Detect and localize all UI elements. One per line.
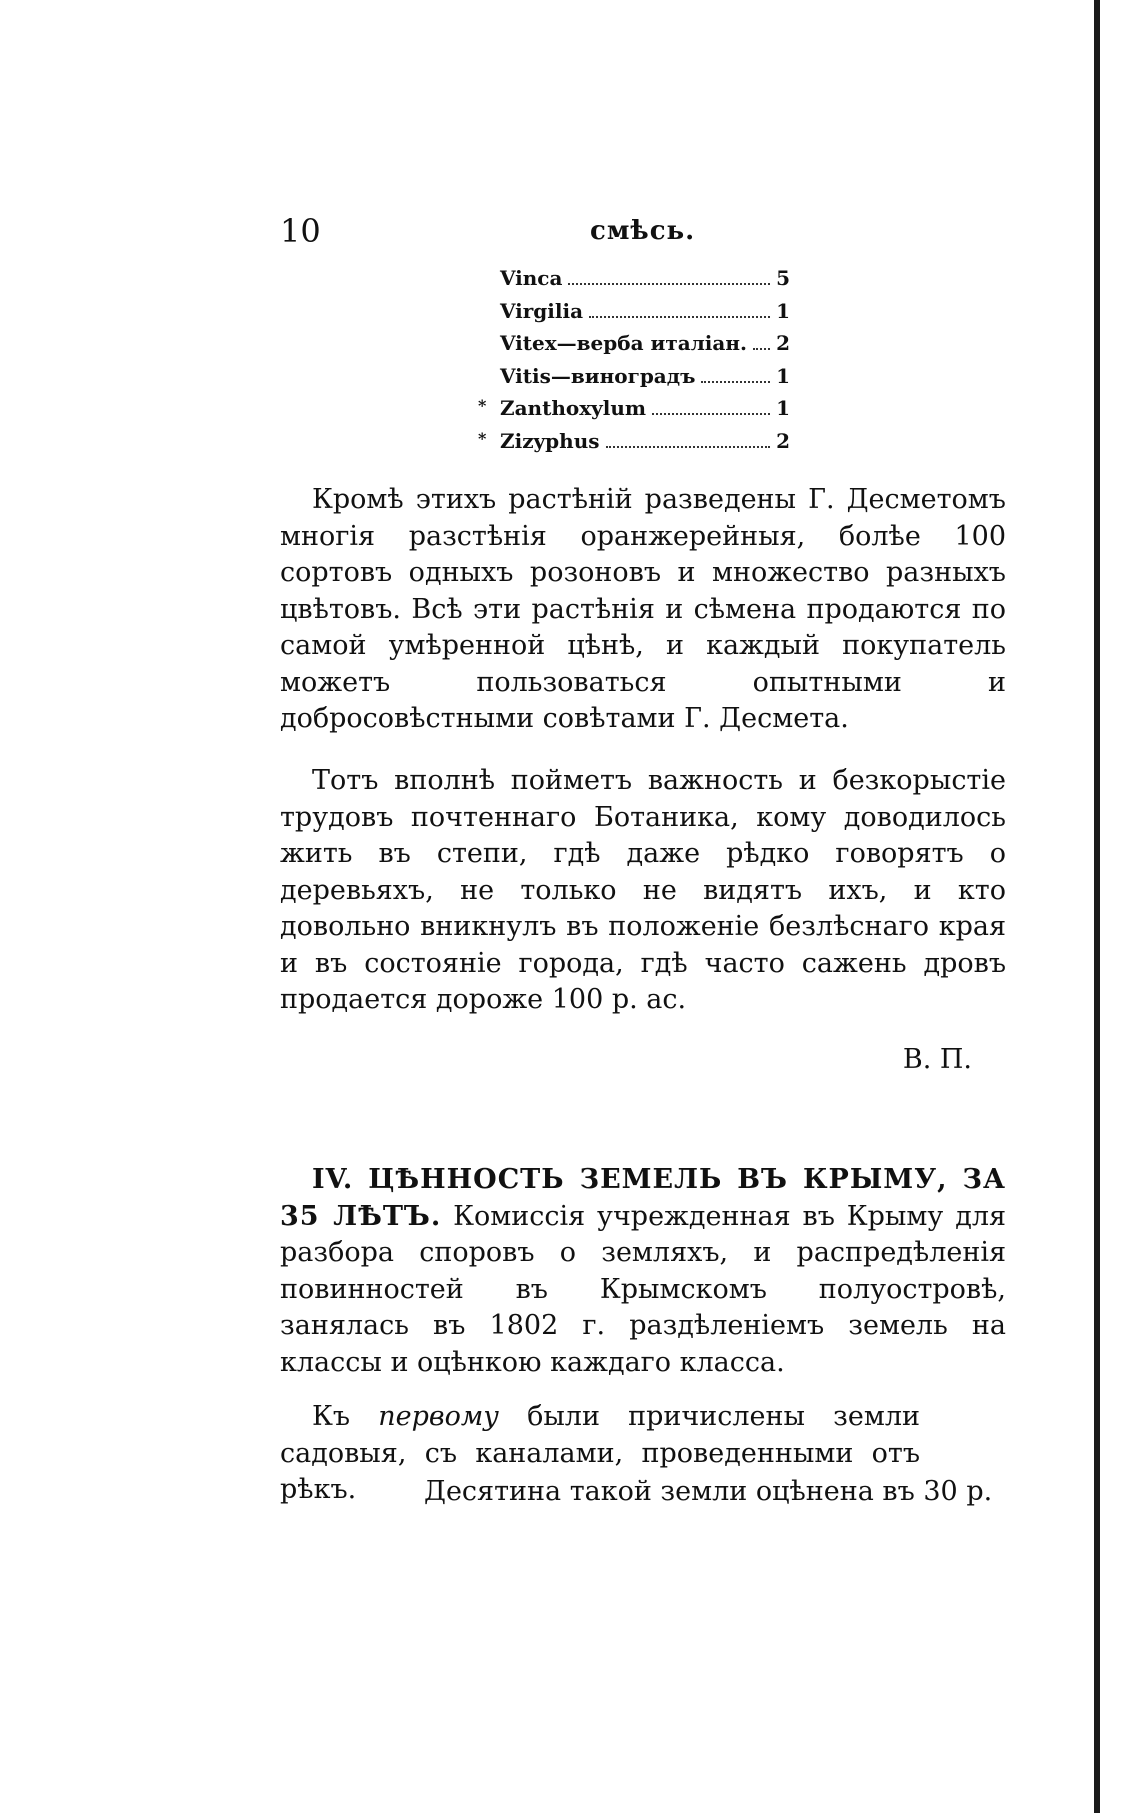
plant-count: 5 [776,266,790,291]
paragraph-desmet-plants [280,482,1006,738]
plant-count: 2 [776,428,790,453]
section-body: Комиссія учрежденная въ Крыму для разбора споровъ о земляхъ, и распредѣленія повинностей въ Крымскомъ полуостровѣ, занялась въ 1802 г. раздѣленіемъ земель на классы и оцѣнкою каждаго класса. [280,1200,1006,1378]
leader-dots [589,316,770,318]
star-marker: * [478,428,487,448]
page-number: 10 [280,212,321,250]
plant-list [478,262,790,457]
rest-text: были причислены земли садовыя, съ каналами, проведенными отъ рѣкъ. [280,1401,920,1505]
plant-list-row [500,295,790,328]
plant-list-row [500,360,790,393]
star-marker: * [478,396,487,415]
scan-page-edge [1094,0,1100,1813]
leader-dots [753,348,770,350]
leader-dots [568,283,770,285]
leader-dots [606,446,770,448]
plant-name: Vinca [500,266,563,291]
plant-count: 1 [776,363,790,388]
price-line: Десятина такой земли оцѣнена въ 30 р. [424,1476,993,1507]
plant-count: 1 [776,396,790,421]
plant-name: Zizyphus [500,428,600,453]
plant-list-row [478,392,790,425]
plant-name: Vitis—виноградъ [500,363,696,388]
section-paragraph [280,1162,1006,1381]
plant-name: Zanthoxylum [500,396,647,421]
plant-name: Virgilia [500,298,584,323]
paragraph-botanist-labors [280,763,1006,1019]
paragraph-text: Тотъ вполнѣ пойметъ важность и безкорыстіе трудовъ почтеннаго Ботаника, кому доводилось жить въ степи, гдѣ даже рѣдко говорятъ о деревьяхъ, не только не видятъ ихъ, и кто довольно вникнулъ въ положеніе безлѣснаго края и въ состояніе города, гдѣ часто сажень дровъ продается дороже 100 р. ас. [280,765,1006,1015]
plant-name: Vitex—верба италіан. [500,331,747,356]
section-land-value [280,1162,1006,1381]
lead-text: Къ [312,1401,379,1432]
emphasis-text: первому [378,1401,499,1432]
signature: В. П. [902,1044,972,1075]
plant-list-row [478,425,790,458]
plant-list-row [500,327,790,360]
running-head: смѣсь. [590,216,696,246]
plant-count: 2 [776,331,790,356]
leader-dots [701,381,770,383]
section-heading: IV. ЦѢННОСТЬ ЗЕМЕЛЬ ВЪ КРЫМУ, ЗА 35 ЛѢТЪ. [280,1164,1006,1232]
plant-count: 1 [776,298,790,323]
plant-list-row [500,262,790,295]
leader-dots [652,413,770,415]
paragraph-text: Кромѣ этихъ растѣній разведены Г. Десметомъ многія разстѣнія оранжерейныя, болѣе 100 сортовъ одныхъ розоновъ и множество разныхъ цвѣтовъ. Всѣ эти растѣнія и сѣмена продаются по самой умѣренной цѣнѣ, и каждый покупатель можетъ пользоваться опытными и добросовѣстными совѣтами Г. Десмета. [280,484,1006,734]
